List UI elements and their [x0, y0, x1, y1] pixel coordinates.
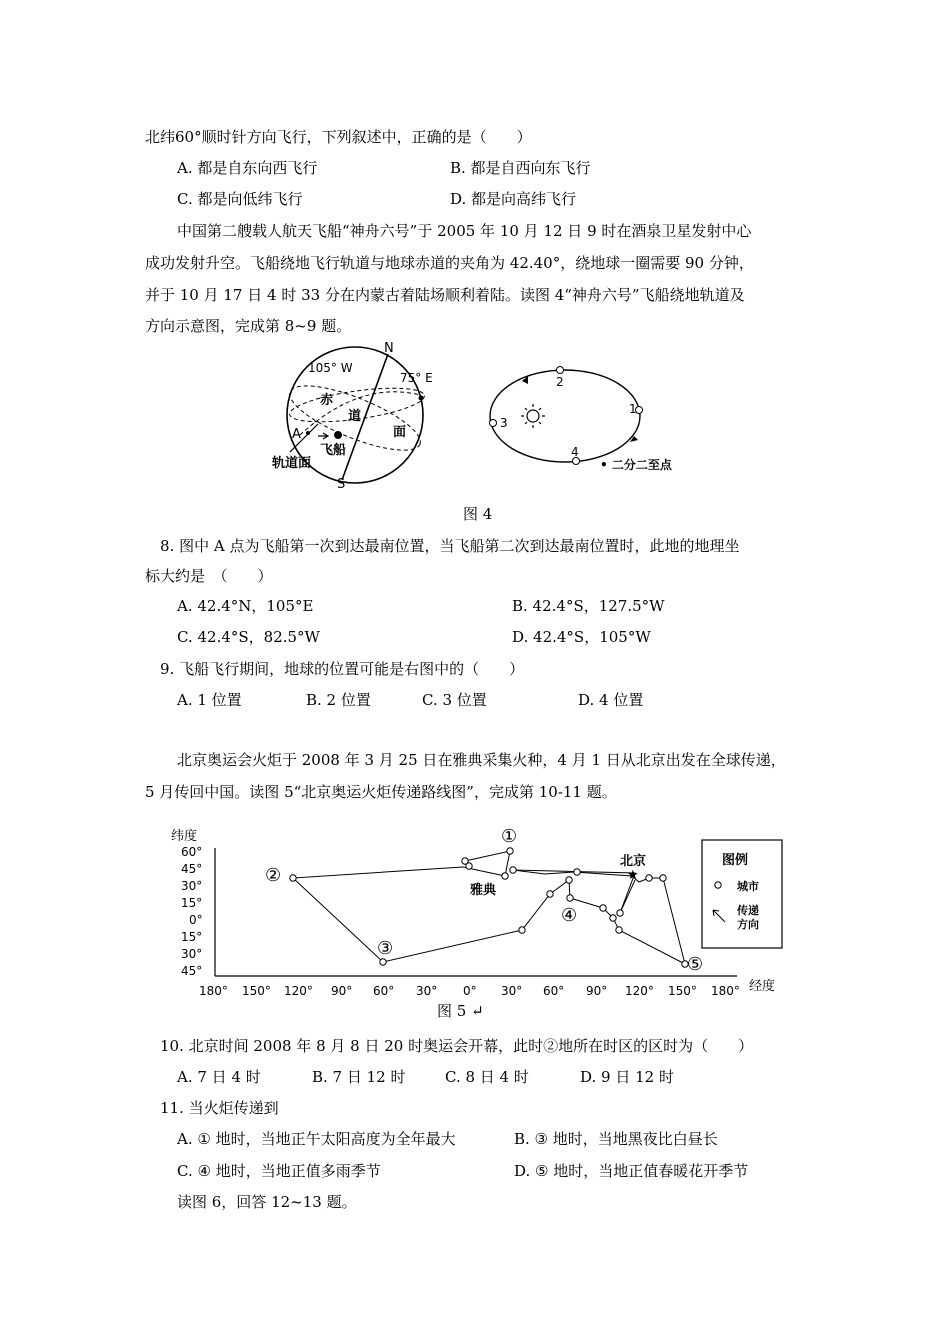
ship-arrow	[318, 433, 328, 439]
ship-dot	[334, 431, 342, 439]
label-beijing: 北京	[620, 854, 647, 869]
figure-4	[270, 340, 690, 490]
q11-option-d: D. ⑤ 地时，当地正值春暖花开季节	[514, 1162, 749, 1180]
q11-option-c: C. ④ 地时，当地正值多雨季节	[177, 1162, 381, 1180]
option-a: A. 都是自东向西飞行	[177, 159, 318, 177]
legend-dir2: 方向	[737, 918, 759, 931]
label-c5: ⑤	[687, 954, 704, 975]
q8-option-a: A. 42.4°N，105°E	[177, 597, 314, 615]
passage1-line1: 中国第二艘载人航天飞船“神舟六号”于 2005 年 10 月 12 日 9 时在酒泉卫星发射中心	[177, 222, 752, 240]
a-dot	[306, 431, 310, 435]
xtick-60w: 60°	[373, 984, 395, 998]
q9-option-d: D. 4 位置	[578, 691, 644, 709]
city	[519, 927, 525, 933]
figure-5-caption: 图 5 ↵	[437, 1002, 484, 1020]
label-105w: 105° W	[308, 361, 353, 375]
ytick-0: 0°	[189, 913, 203, 927]
label-3: 3	[500, 416, 508, 430]
city	[510, 867, 516, 873]
q11-stem: 11. 当火炬传递到	[160, 1099, 279, 1117]
q9-stem: 9. 飞船飞行期间，地球的位置可能是右图中的（ ）	[160, 660, 525, 678]
closing-line: 读图 6，回答 12~13 题。	[177, 1193, 357, 1211]
q10-option-a: A. 7 日 4 时	[177, 1068, 261, 1086]
city	[507, 848, 513, 854]
label-75e: 75° E	[400, 371, 433, 385]
legend-title: 图例	[722, 853, 749, 868]
label-2: 2	[556, 375, 564, 389]
label-chi: 赤	[320, 393, 334, 408]
city	[290, 875, 296, 881]
city	[566, 877, 572, 883]
q8-stem-1: 8. 图中 A 点为飞船第一次到达最南位置，当飞船第二次到达最南位置时，此地的地理坐	[160, 537, 740, 555]
xtick-90w: 90°	[331, 984, 353, 998]
city	[600, 905, 606, 911]
q9-option-a: A. 1 位置	[177, 691, 242, 709]
label-s: S	[337, 477, 346, 492]
city	[616, 927, 622, 933]
city	[502, 873, 508, 879]
q10-option-c: C. 8 日 4 时	[445, 1068, 529, 1086]
beijing-star-icon: ★	[627, 868, 639, 883]
q10-stem: 10. 北京时间 2008 年 8 月 8 日 20 时奥运会开幕，此时②地所在时区的区时为（ ）	[160, 1037, 754, 1055]
xtick-30w: 30°	[416, 984, 438, 998]
label-c1: ①	[501, 826, 518, 847]
xtick-60e: 60°	[543, 984, 565, 998]
legend-city-icon	[715, 882, 721, 888]
xtick-150e: 150°	[668, 984, 697, 998]
q10-option-b: B. 7 日 12 时	[312, 1068, 406, 1086]
label-mian: 面	[393, 425, 407, 440]
position-3	[490, 420, 497, 427]
xtick-30e: 30°	[501, 984, 523, 998]
label-athens: 雅典	[470, 883, 497, 898]
legend-city: 城市	[737, 880, 759, 893]
q8-option-c: C. 42.4°S，82.5°W	[177, 628, 320, 646]
xtick-180w: 180°	[199, 984, 228, 998]
xtick-120e: 120°	[625, 984, 654, 998]
passage2-line1: 北京奥运会火炬于 2008 年 3 月 25 日在雅典采集火种，4 月 1 日从北京出发在全球传递，	[177, 751, 786, 769]
option-d: D. 都是向高纬飞行	[450, 190, 577, 208]
xtick-0: 0°	[463, 984, 477, 998]
label-orbit-plane: 轨道面	[272, 456, 312, 471]
option-b: B. 都是自西向东飞行	[450, 159, 591, 177]
label-n: N	[384, 341, 394, 356]
label-ship: 飞船	[320, 443, 347, 458]
city	[380, 959, 386, 965]
ytick-45n: 45°	[181, 862, 203, 876]
label-c2: ②	[265, 865, 282, 886]
ytick-30n: 30°	[181, 879, 203, 893]
q8-option-d: D. 42.4°S，105°W	[512, 628, 651, 646]
fig5-yticks	[181, 845, 203, 978]
intro-tail: 北纬60°顺时针方向飞行，下列叙述中，正确的是（ ）	[145, 128, 532, 146]
city	[646, 875, 652, 881]
city	[660, 875, 666, 881]
legend-dir1: 传递	[737, 904, 759, 917]
sun-icon	[521, 404, 545, 428]
q11-option-b: B. ③ 地时，当地黑夜比白昼长	[514, 1130, 718, 1148]
passage1-line4: 方向示意图，完成第 8~9 题。	[145, 317, 352, 335]
label-4: 4	[571, 445, 579, 459]
figure-5	[165, 818, 795, 1003]
passage1-line2: 成功发射升空。飞船绕地飞行轨道与地球赤道的夹角为 42.40°，绕地球一圈需要 90 分钟，	[145, 254, 754, 272]
city	[466, 863, 472, 869]
city	[617, 910, 623, 916]
q8-stem-2: 标大约是 （ ）	[145, 567, 273, 585]
e75-dot	[419, 396, 424, 401]
city	[567, 895, 573, 901]
label-dao: 道	[348, 409, 362, 424]
revolution-orbit	[490, 370, 640, 462]
option-c: C. 都是向低纬飞行	[177, 190, 303, 208]
city	[574, 869, 580, 875]
q8-option-b: B. 42.4°S，127.5°W	[512, 597, 665, 615]
q11-option-a: A. ① 地时，当地正午太阳高度为全年最大	[177, 1130, 456, 1148]
xtick-150w: 150°	[242, 984, 271, 998]
xtick-180e: 180°	[711, 984, 740, 998]
ytick-15n: 15°	[181, 896, 203, 910]
label-c3: ③	[377, 938, 394, 959]
label-1: 1	[629, 402, 637, 416]
xtick-90e: 90°	[586, 984, 608, 998]
passage2-line2: 5 月传回中国。读图 5“北京奥运火炬传递路线图”，完成第 10-11 题。	[145, 783, 617, 801]
xtick-120w: 120°	[284, 984, 313, 998]
passage1-line3: 并于 10 月 17 日 4 时 33 分在内蒙古着陆场顺利着陆。读图 4“神舟六号”飞船绕地轨道及	[145, 286, 745, 304]
ytick-30s: 30°	[181, 947, 203, 961]
ytick-60n: 60°	[181, 845, 203, 859]
fig5-ylabel: 纬度	[171, 829, 198, 844]
label-a: A	[292, 427, 301, 442]
ytick-15s: 15°	[181, 930, 203, 944]
city	[610, 915, 616, 921]
ytick-45s: 45°	[181, 964, 203, 978]
city	[547, 891, 553, 897]
legend-solstice: • 二分二至点	[600, 458, 672, 472]
q9-option-b: B. 2 位置	[306, 691, 371, 709]
q10-option-d: D. 9 日 12 时	[580, 1068, 674, 1086]
figure-4-caption: 图 4	[463, 505, 493, 523]
fig5-xlabel: 经度	[749, 979, 776, 994]
fig5-xticks	[199, 984, 740, 998]
position-2	[557, 367, 564, 374]
q9-option-c: C. 3 位置	[422, 691, 487, 709]
label-c4: ④	[561, 905, 578, 926]
